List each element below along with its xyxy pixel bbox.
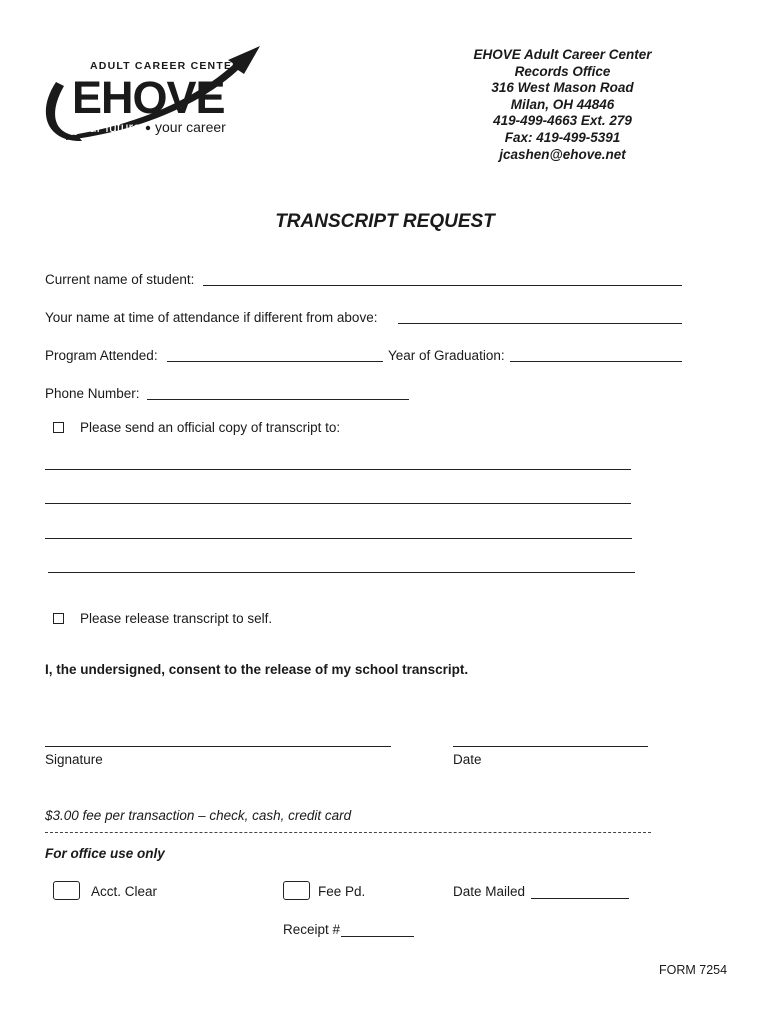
address-line-4[interactable] — [48, 572, 635, 573]
address-line-1[interactable] — [45, 469, 631, 470]
ehove-logo-graphic — [42, 42, 267, 147]
fee-paid-label: Fee Pd. — [318, 884, 366, 899]
signature-label: Signature — [45, 752, 103, 767]
phone-field[interactable] — [147, 399, 409, 400]
office-line: 316 West Mason Road — [491, 80, 634, 96]
fee-note: $3.00 fee per transaction – check, cash, credit card — [45, 808, 352, 823]
divider — [45, 832, 651, 833]
office-use-heading: For office use only — [45, 846, 165, 861]
office-email: jcashen@ehove.net — [499, 146, 626, 162]
send-official-label: Please send an official copy of transcript to: — [80, 420, 341, 435]
office-line: 419-499-4663 Ext. 279 — [493, 113, 632, 129]
office-line: EHOVE Adult Career Center — [473, 47, 652, 62]
date-line[interactable] — [453, 746, 648, 747]
current-name-field[interactable] — [203, 285, 682, 286]
acct-clear-box[interactable] — [53, 881, 80, 900]
phone-label: Phone Number: — [45, 386, 140, 401]
logo-tagline-left: your future — [74, 119, 141, 135]
office-address — [440, 47, 685, 163]
date-mailed-label: Date Mailed — [453, 884, 526, 899]
program-field[interactable] — [167, 361, 383, 362]
acct-clear-label: Acct. Clear — [91, 884, 158, 899]
consent-statement: I, the undersigned, consent to the release of my school transcript. — [45, 662, 469, 677]
program-label: Program Attended: — [45, 348, 158, 363]
address-line-2[interactable] — [45, 503, 631, 504]
logo-name: EHOVE — [72, 72, 225, 123]
release-self-checkbox[interactable] — [53, 613, 64, 624]
ehove-logo — [42, 42, 267, 147]
graduation-year-field[interactable] — [510, 361, 682, 362]
date-mailed-field[interactable] — [531, 898, 629, 899]
office-line: Fax: 419-499-5391 — [504, 129, 621, 145]
name-at-attendance-label: Your name at time of attendance if different from above: — [45, 310, 378, 325]
send-official-checkbox[interactable] — [53, 422, 64, 433]
graduation-year-label: Year of Graduation: — [388, 348, 505, 363]
name-at-attendance-field[interactable] — [398, 323, 682, 324]
office-line: Milan, OH 44846 — [510, 96, 615, 112]
receipt-field[interactable] — [341, 936, 414, 937]
signature-line[interactable] — [45, 746, 391, 747]
release-self-label: Please release transcript to self. — [80, 611, 273, 626]
logo-top-text: ADULT CAREER CENTER — [90, 60, 241, 72]
date-label: Date — [453, 752, 482, 767]
page-title: TRANSCRIPT REQUEST — [275, 211, 495, 232]
address-line-3[interactable] — [45, 538, 632, 539]
logo-dot — [146, 126, 150, 130]
logo-tagline-right: your career — [155, 119, 226, 135]
form-number: FORM 7254 — [659, 963, 728, 977]
office-line: Records Office — [514, 63, 611, 79]
fee-paid-box[interactable] — [283, 881, 310, 900]
current-name-label: Current name of student: — [45, 272, 195, 287]
receipt-label: Receipt # — [283, 922, 341, 937]
